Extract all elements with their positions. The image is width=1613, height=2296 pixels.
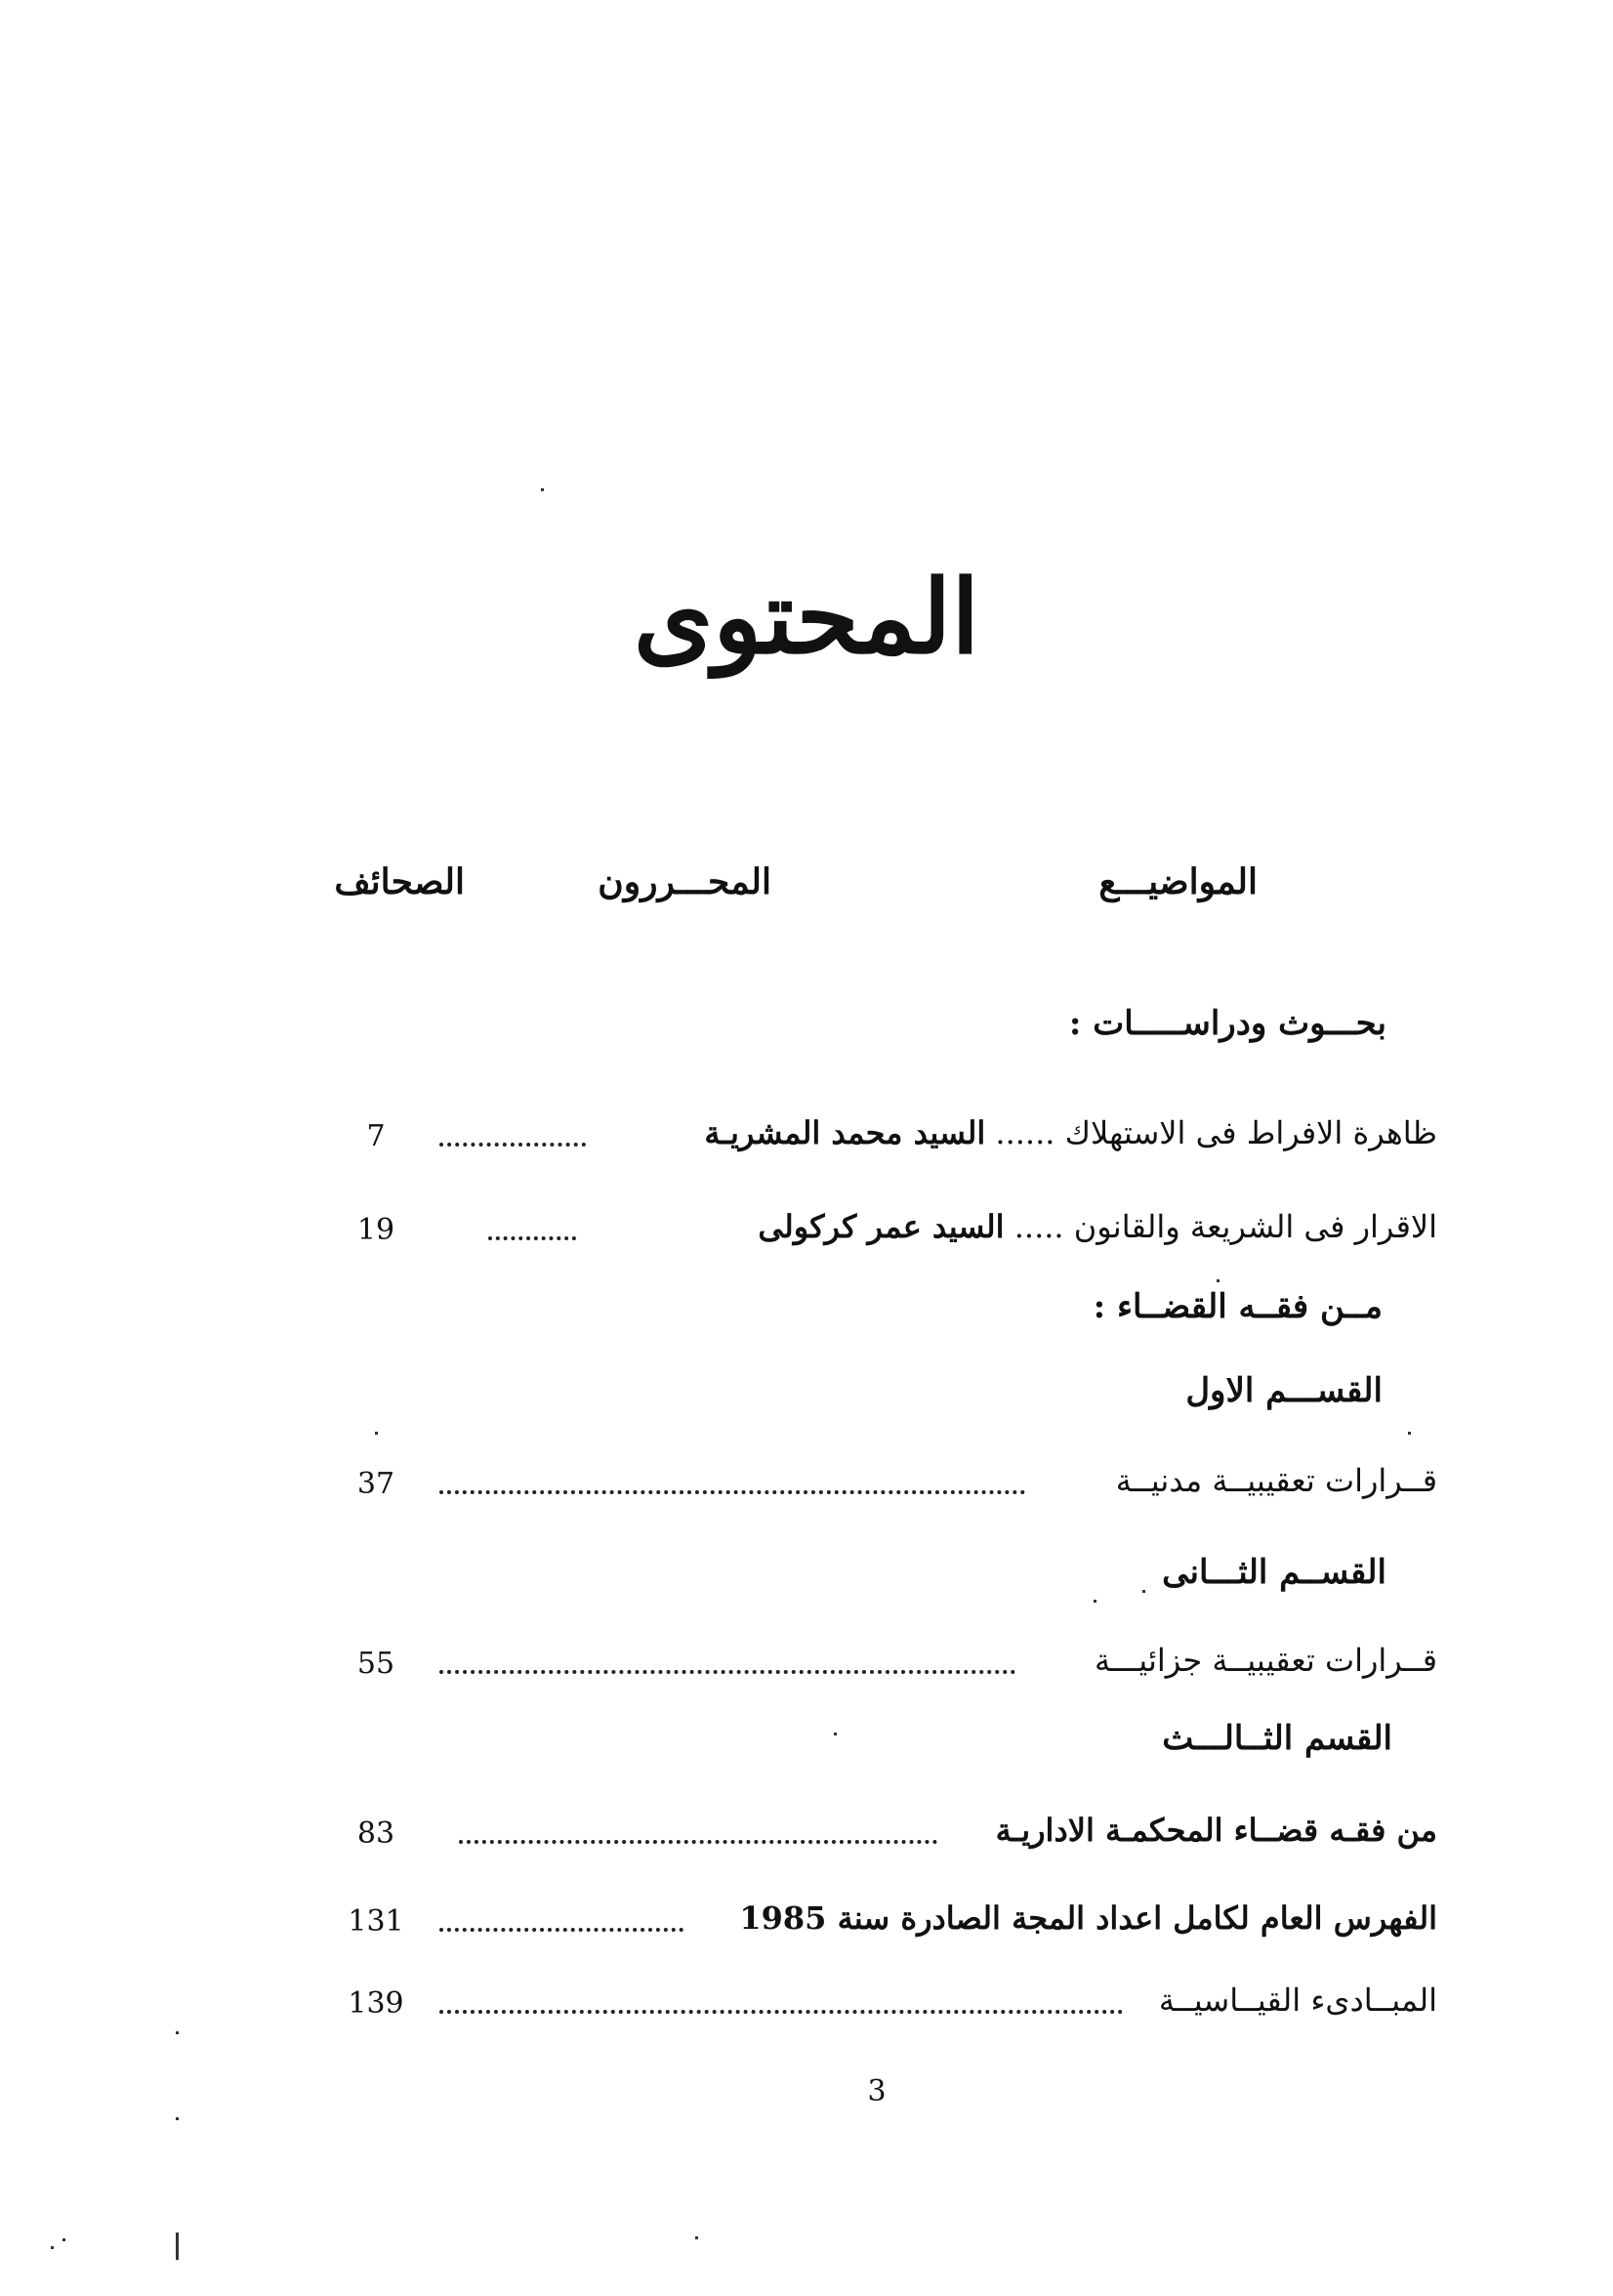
toc-entry-page: 37 xyxy=(356,1467,395,1501)
page-title: المحتوى xyxy=(633,557,980,677)
scan-speck xyxy=(695,2236,698,2239)
column-header-editors: المحـــررون xyxy=(598,861,771,902)
section-part-2: القســم الثـــانى xyxy=(1162,1553,1386,1592)
scan-speck xyxy=(1217,1279,1220,1282)
dot-leader xyxy=(439,1666,1015,1674)
toc-entry-page: 7 xyxy=(366,1119,386,1153)
toc-entry-page: 55 xyxy=(356,1647,395,1681)
toc-entry xyxy=(332,1453,1437,1508)
scan-speck xyxy=(176,2031,179,2034)
toc-entry xyxy=(332,1199,1437,1254)
dot-leader xyxy=(439,1139,586,1147)
section-jurisprudence: مــن فقــه القضــاء : xyxy=(1093,1287,1383,1326)
toc-entry-topic: قــرارات تعقيبيــة مدنيــة xyxy=(1115,1462,1437,1499)
scan-speck xyxy=(541,488,544,491)
toc-entry-topic: من فقـه قضــاء المحكمـة الاداريـة xyxy=(995,1812,1437,1849)
scan-speck xyxy=(834,1732,837,1735)
toc-entry-page: 19 xyxy=(356,1213,395,1247)
scan-speck xyxy=(176,2117,179,2120)
toc-entry xyxy=(332,1891,1437,1945)
dot-leader xyxy=(439,1924,683,1932)
toc-entry-editor: السيد محمد المشريـة xyxy=(704,1114,986,1151)
scan-speck xyxy=(1408,1432,1411,1435)
section-part-3: القسم الثــالـــث xyxy=(1162,1719,1392,1758)
scan-speck xyxy=(62,2238,65,2241)
toc-entry-page: 83 xyxy=(356,1816,395,1851)
toc-entry-text xyxy=(996,1803,1437,1858)
toc-entry-topic: المبــادىء القيــاسيــة xyxy=(1158,1982,1437,2019)
toc-entry-topic: الاقرار فى الشريعة والقانون xyxy=(1073,1208,1437,1245)
toc-entry-text xyxy=(739,1891,1437,1945)
toc-entry xyxy=(332,1973,1437,2027)
toc-entry-page: 131 xyxy=(348,1904,404,1939)
scan-speck xyxy=(1094,1600,1096,1603)
toc-entry-text: ظاهرة الافراط فى الاستهلاك ...... السيد محمد المشريـة xyxy=(704,1114,1437,1151)
dot-leader xyxy=(459,1836,937,1844)
toc-entry xyxy=(332,1106,1437,1160)
section-research: بحـــوث ودراســـــات : xyxy=(1068,1004,1386,1043)
dot-leader xyxy=(439,1486,1025,1494)
toc-entry-text: الاقرار فى الشريعة والقانون ..... السيد عمر كركولى xyxy=(758,1208,1437,1245)
toc-entry-text xyxy=(1116,1453,1437,1508)
toc-entry-topic: الفهرس العام لكامل اعداد المجة الصادرة سنة 1985 xyxy=(739,1899,1437,1937)
scan-mark xyxy=(176,2233,179,2260)
scan-speck xyxy=(51,2246,54,2249)
column-header-pages: الصحائف xyxy=(334,861,465,902)
toc-entry xyxy=(332,1803,1437,1858)
toc-entry-text xyxy=(1095,1633,1437,1688)
toc-entry-topic: قــرارات تعقيبيــة جزائيـــة xyxy=(1095,1642,1437,1679)
page-number: 3 xyxy=(867,2074,887,2108)
column-header-topics: المواضيـــع xyxy=(1098,861,1258,902)
dot-leader xyxy=(439,2006,1123,2014)
scan-speck xyxy=(375,1432,378,1435)
dot-leader xyxy=(488,1232,576,1240)
toc-entry-topic: ظاهرة الافراط فى الاستهلاك xyxy=(1064,1114,1437,1151)
toc-entry xyxy=(332,1633,1437,1688)
toc-entry-page: 139 xyxy=(348,1986,404,2021)
toc-entry-text xyxy=(1159,1973,1437,2027)
scan-speck xyxy=(1142,1590,1145,1593)
section-part-1: القســـم الاول xyxy=(1185,1371,1383,1410)
toc-entry-editor: السيد عمر كركولى xyxy=(758,1208,1005,1245)
